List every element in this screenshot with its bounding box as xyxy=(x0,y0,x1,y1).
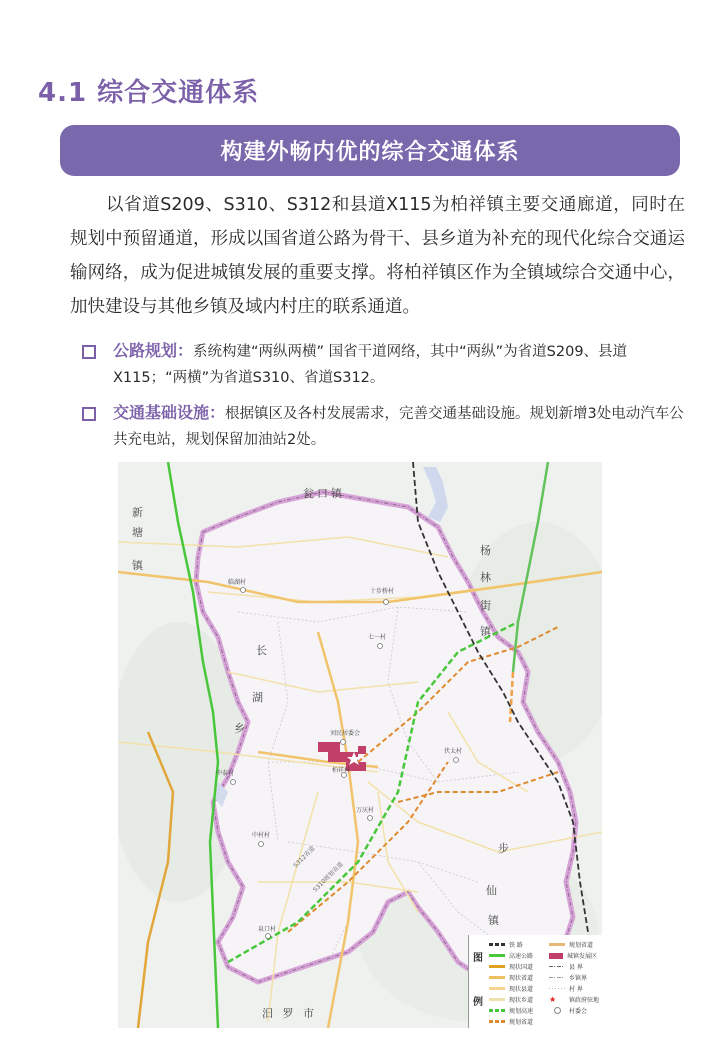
banner-title: 构建外畅内优的综合交通体系 xyxy=(220,140,520,165)
legend-symbol-icon xyxy=(549,977,565,978)
legend-item xyxy=(489,1006,533,1015)
checkbox-bullet-icon xyxy=(82,345,96,359)
legend-symbol-icon xyxy=(549,988,565,989)
legend-symbol-icon xyxy=(554,1007,561,1014)
legend-symbol-icon xyxy=(489,976,505,979)
legend-item xyxy=(549,1006,587,1015)
map-label-south: 汨 罗 市 xyxy=(262,1007,317,1020)
legend-item xyxy=(489,940,523,949)
bullet-text: 系统构建“两纵两横” 国省干道网络，其中“两纵”为省道S209、县道X115；“两横”为省道S310、省道S312。 xyxy=(113,344,628,386)
section-title: 4.1 综合交通体系 xyxy=(38,78,260,108)
map-label-west-3: 镇 xyxy=(132,559,143,572)
map-label-east-3: 街 xyxy=(480,599,491,612)
legend-title-1: 图 xyxy=(473,953,483,964)
village-label: 万庆村 xyxy=(356,807,375,814)
village-label: 临湖村 xyxy=(228,579,247,586)
legend-label: 县 界 xyxy=(569,964,583,971)
bullet-infrastructure xyxy=(82,400,687,453)
map-legend xyxy=(468,935,603,1028)
map-label-inner-1: 长 xyxy=(256,644,267,657)
map-label-east-4: 镇 xyxy=(480,625,491,638)
legend-item xyxy=(549,984,583,993)
legend-title-2: 例 xyxy=(473,997,483,1008)
legend-label: 镇政府驻地 xyxy=(569,997,600,1004)
legend-symbol-icon xyxy=(489,954,505,957)
map-label-se-3: 镇 xyxy=(488,914,499,927)
legend-symbol-icon xyxy=(489,1009,505,1012)
legend-label: 铁 路 xyxy=(509,942,523,949)
village-label: 中村村 xyxy=(252,832,271,839)
village-label: 柏祥村 xyxy=(332,767,351,774)
map-label-inner-2: 湖 xyxy=(252,691,263,704)
legend-item xyxy=(549,951,597,960)
map-label-east-2: 林 xyxy=(480,571,491,584)
legend-symbol-icon xyxy=(549,943,565,946)
legend-label: 规划高速 xyxy=(509,1008,534,1015)
village-label: 泉口村 xyxy=(258,926,277,933)
legend-item xyxy=(489,973,533,982)
legend-symbol-icon xyxy=(489,943,505,946)
village-label: 中泰村 xyxy=(216,770,235,777)
legend-label: 现状乡道 xyxy=(509,997,534,1004)
legend-item xyxy=(549,973,587,982)
bullet-heading: 交通基础设施： xyxy=(113,403,226,422)
legend-label: 规划省道 xyxy=(569,942,594,949)
legend-symbol-icon xyxy=(489,998,505,1001)
map-label-se-2: 仙 xyxy=(486,884,497,897)
village-label: 七一村 xyxy=(368,634,387,641)
map-label-west-1: 新 xyxy=(132,506,143,519)
legend-item xyxy=(489,984,533,993)
legend-symbol-icon xyxy=(489,965,505,968)
legend-item xyxy=(489,995,533,1004)
checkbox-bullet-icon xyxy=(82,407,96,421)
bullet-heading: 公路规划： xyxy=(113,341,194,360)
legend-label: 现状国道 xyxy=(509,964,534,971)
legend-symbol-icon: ★ xyxy=(549,995,557,1004)
legend-label: 乡镇界 xyxy=(569,975,588,982)
road-label: S312省道 xyxy=(292,845,317,870)
map-label-inner-3: 乡 xyxy=(234,722,245,735)
road-label: S310规划省道 xyxy=(311,860,345,894)
legend-label: 城镇发展区 xyxy=(567,953,598,960)
village-label: 伏太村 xyxy=(444,748,463,755)
legend-item xyxy=(549,995,599,1004)
bullet-text: 根据镇区及各村发展需求，完善交通基础设施。规划新增3处电动汽车公共充电站，规划保留加油站2处。 xyxy=(113,406,684,448)
legend-item xyxy=(549,940,593,949)
legend-item xyxy=(489,962,533,971)
legend-label: 村委会 xyxy=(569,1008,588,1015)
legend-symbol-icon xyxy=(549,953,563,959)
legend-symbol-icon xyxy=(489,1020,505,1023)
section-banner xyxy=(60,125,680,176)
village-label: 刘民居委会 xyxy=(330,730,361,737)
legend-label: 现状省道 xyxy=(509,975,534,982)
legend-label: 高速公路 xyxy=(509,953,534,960)
legend-item xyxy=(549,962,583,971)
intro-paragraph: 以省道S209、S310、S312和县道X115为柏祥镇主要交通廊道，同时在规划中预留通道，形成以国省道公路为骨干、县乡道为补充的现代化综合交通运输网络，成为促进城镇发展的重要支撑。将柏祥镇区作为全镇域综合交通中心，加快建设与其他乡镇及域内村庄的联系通道。 xyxy=(70,195,685,317)
legend-item xyxy=(489,1017,533,1026)
map-label-east-1: 杨 xyxy=(480,544,491,557)
map-label-west-2: 塘 xyxy=(132,526,143,539)
legend-symbol-icon xyxy=(549,966,565,967)
map-label-se-1: 步 xyxy=(498,842,509,855)
legend-label: 规划省道 xyxy=(509,1019,534,1026)
legend-label: 村 界 xyxy=(569,986,583,993)
bullet-road-planning xyxy=(82,338,687,391)
legend-symbol-icon xyxy=(489,987,505,990)
map-label-north: 瓮口镇 xyxy=(303,487,345,500)
village-label: 十步桥村 xyxy=(370,588,395,595)
legend-item xyxy=(489,951,533,960)
legend-label: 现状县道 xyxy=(509,986,534,993)
